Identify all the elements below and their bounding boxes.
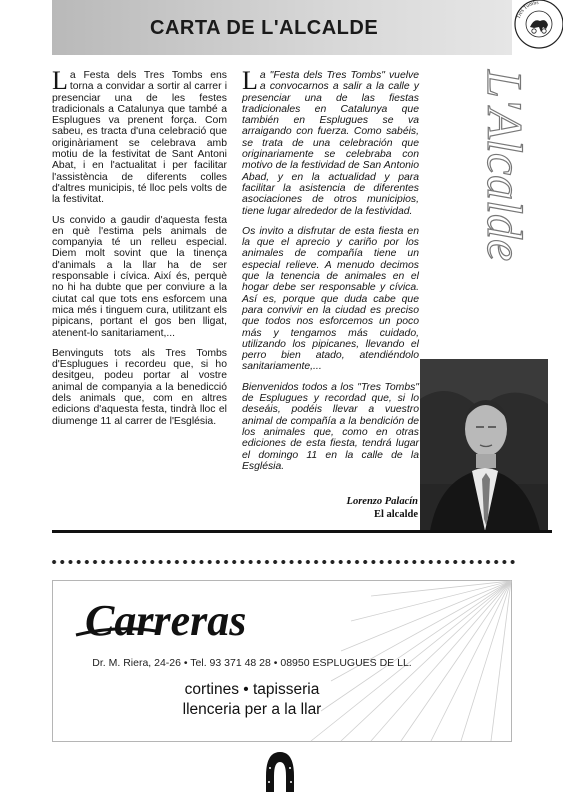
paragraph-text: a "Festa dels Tres Tombs" vuelve a convocarnos a salir a la calle y presenciar una de las fiestas tradicionales en Catalunya que también en Esplugues se va arraigando con fuerza. Como sabéis, se trata de una celebración que originariamente se celebraba con motivo de la festividad de San Antonio Abad, y en la actualidad y para facilitar la asistencia de diferentes asociaciones de otros municipios, tiene lugar alrededor de la festividad. (242, 70, 419, 217)
side-title-text: L'Alcalde (477, 70, 533, 262)
page-title: CARTA DE L'ALCALDE (150, 17, 379, 39)
seal-text: Tres Tombs (515, 0, 539, 20)
dotted-divider (50, 558, 515, 566)
signature (300, 495, 418, 521)
ad-services-line: llenceria per a la llar (182, 701, 322, 718)
catalan-column (52, 66, 227, 436)
paragraph-text: a Festa dels Tres Tombs ens torna a convidar a sortir al carrer i presenciar una de les festes tradicionals a Catalunya que també a Esplugues va prenent força. Com sabeu, es tracta d'una celebració que originàriament se celebrava amb motiu de la festivitat de Sant Antoni Abat, i en l'actualitat i per facilitar l'assistència de diferents colles d'altres municipis, té lloc pels volts de la festivitat. (52, 70, 227, 206)
side-title-graphic (440, 64, 533, 354)
catalan-paragraph: Us convido a gaudir d'aquesta festa en què l'estima pels animals de companyia té un relleu especial. Diem molt sovint que la tinença d'animals a la llar ha de ser responsable i cívica. Així és, perquè no hi ha dubte que per conviure a la ciutat cal que tots ens esforcem una mica més i tinguem cura, utilitzant els pipicans, portant el gos ben lligat, atenent-lo sanitariament,... (52, 214, 227, 339)
logo-text: Carreras (85, 596, 247, 645)
signature-role: El alcalde (373, 509, 418, 520)
dropcap: L (242, 66, 258, 95)
ad-services-line: cortines • tapisseria (184, 681, 320, 698)
ad-address: Dr. M. Riera, 24-26 • Tel. 93 371 48 28 • 08950 ESPLUGUES DE LL. (92, 657, 412, 669)
spanish-paragraph (242, 66, 419, 217)
tres-tombs-seal-logo (505, 0, 563, 58)
carreras-logo (71, 595, 371, 645)
signature-name: Lorenzo Palacín (346, 496, 418, 507)
advertisement-box (52, 580, 512, 742)
divider-line (52, 530, 552, 533)
page-number: 5 (277, 765, 283, 776)
catalan-paragraph: Benvinguts tots als Tres Tombs d'Esplugues i recordeu que, si ho desitgeu, podeu portar al vostre animal de companyia a la benedicció dels animals que, com en altres edicions d'aquesta festa, tindrà lloc el diumenge 11 al carrer de l'Església. (52, 347, 227, 427)
spanish-paragraph: Os invito a disfrutar de esta fiesta en la que el aprecio y cariño por los animales de compañía tiene un especial relieve. A menudo decimos que la tenencia de animales en el hogar debe ser responsable y cívica. Así es, porque que duda cabe que para convivir en la ciudad es preciso que todos nos esforcemos un poco más y tengamos más cuidado, utilizando los pipicanes, llevando el perro bien atado, atendiéndolo sanitariamente,... (242, 225, 419, 373)
spanish-paragraph: Bienvenidos todos a los "Tres Tombs" de Esplugues y recordad que, si lo deseáis, podéis llevar a vuestro animal de compañía a la bendición de los animales que, como en otras ediciones de esta fiesta, tendrá lugar el domingo 11 en la calle de la Església. (242, 381, 419, 472)
catalan-paragraph (52, 66, 227, 206)
mayor-portrait-photo (420, 359, 548, 531)
dropcap: L (52, 66, 68, 95)
ad-services (53, 680, 451, 720)
spanish-column (242, 66, 419, 481)
